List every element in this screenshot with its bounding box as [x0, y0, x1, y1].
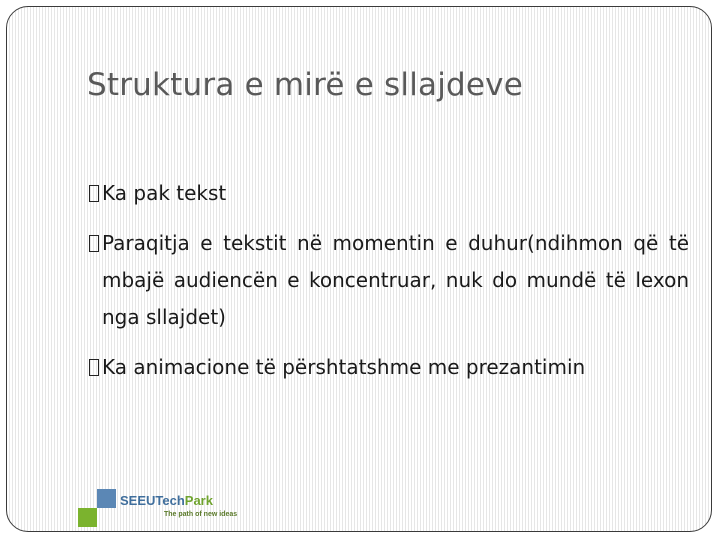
- bullet-text: Paraqitja e tekstit në momentin e duhur(ndihmon që të mbajë audiencën e koncentruar, nuk do mundë të lexon nga sllajdet): [102, 231, 689, 329]
- logo-name: [120, 493, 213, 508]
- bullet-item: [89, 349, 689, 386]
- logo-tagline: The path of new ideas: [164, 511, 238, 518]
- bullet-marker-icon: [89, 185, 99, 202]
- bullet-marker-icon: [89, 235, 99, 252]
- logo-green-square-icon: [78, 508, 97, 527]
- seeu-techpark-logo: [78, 489, 278, 529]
- bullet-item: [89, 175, 689, 212]
- bullet-list: [89, 175, 689, 399]
- slide-title: Struktura e mirë e sllajdeve: [87, 67, 523, 103]
- logo-name-accent: Park: [184, 493, 213, 508]
- bullet-text: Ka animacione të përshtatshme me prezantimin: [102, 355, 586, 379]
- bullet-marker-icon: [89, 359, 99, 376]
- slide-frame: [6, 6, 712, 532]
- logo-name-main: SEEUTech: [120, 493, 185, 508]
- bullet-text: Ka pak tekst: [102, 181, 227, 205]
- logo-blue-square-icon: [97, 489, 116, 508]
- bullet-item: [89, 225, 689, 336]
